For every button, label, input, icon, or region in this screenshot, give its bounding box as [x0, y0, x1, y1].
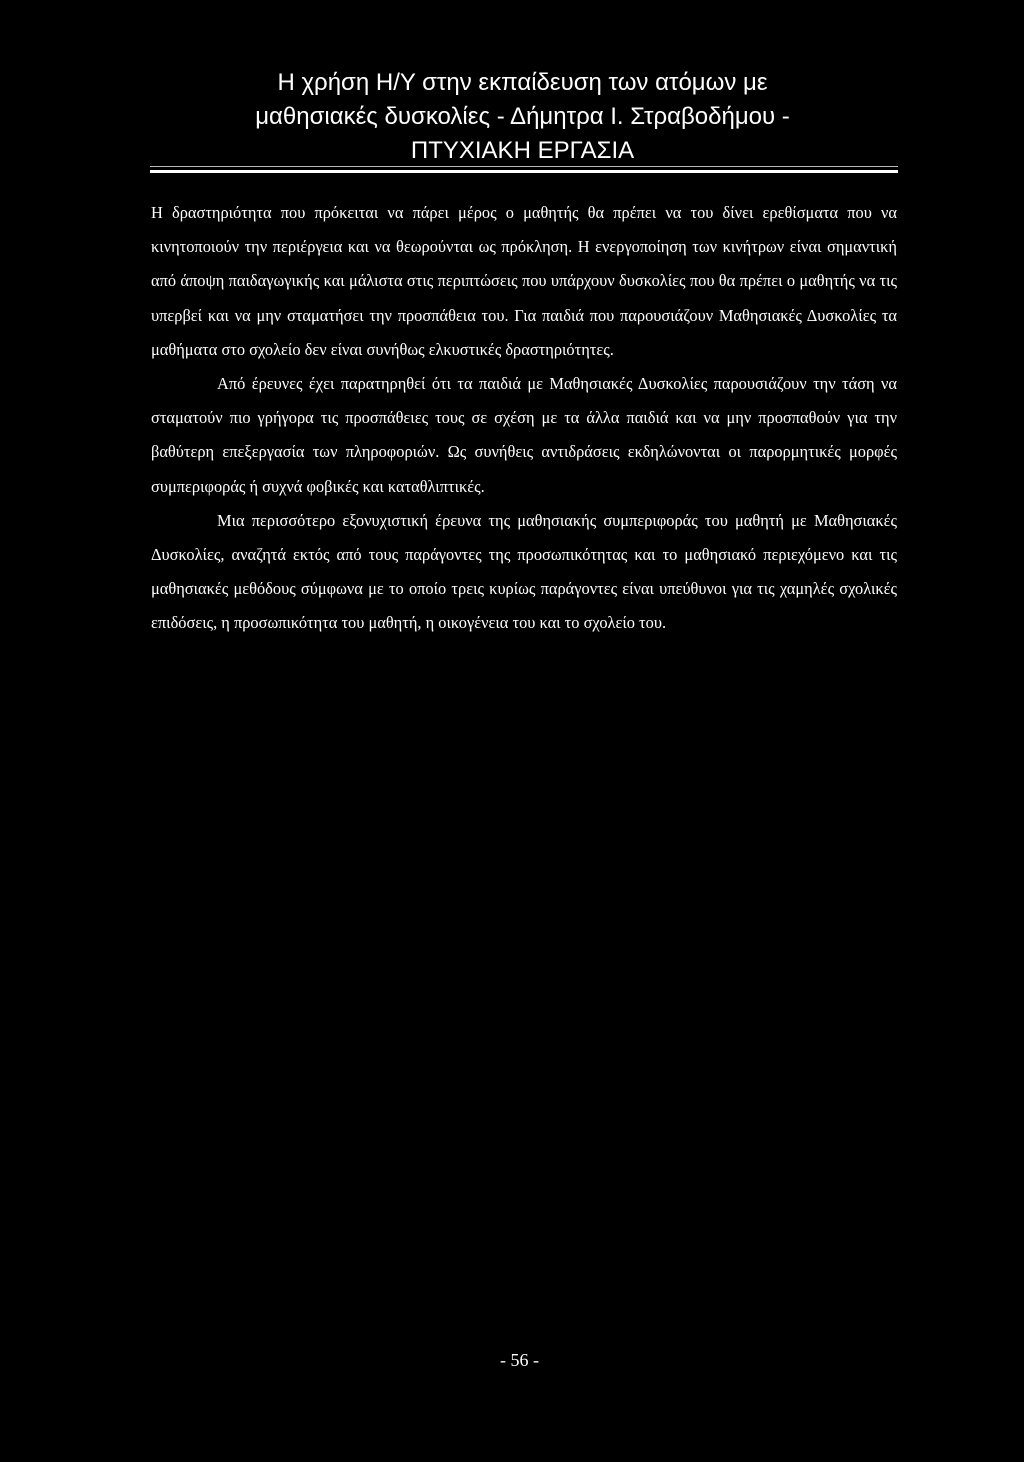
header-line-2: μαθησιακές δυσκολίες - Δήμητρα Ι. Στραβοδήμου - [255, 103, 790, 130]
paragraph-1: Η δραστηριότητα που πρόκειται να πάρει μέρος ο μαθητής θα πρέπει να του δίνει ερεθίσματα που να κινητοποιούν την περιέργεια και να θεωρούνται ως πρόκληση. Η ενεργοποίηση των κινήτρων είναι σημαντική από άποψη παιδαγωγικής και μάλιστα στις περιπτώσεις που υπάρχουν δυσκολίες που θα πρέπει ο μαθητής να τις υπερβεί και να μην σταματήσει την προσπάθεια του. Για παιδιά που παρουσιάζουν Μαθησιακές Δυσκολίες τα μαθήματα στο σχολείο δεν είναι συνήθως ελκυστικές δραστηριότητες. [151, 203, 897, 359]
page-number: - 56 - [500, 1350, 539, 1370]
header-line-3: ΠΤΥΧΙΑΚΗ ΕΡΓΑΣΙΑ [410, 137, 635, 164]
paragraph-2: Από έρευνες έχει παρατηρηθεί ότι τα παιδιά με Μαθησιακές Δυσκολίες παρουσιάζουν την τάση να σταματούν πιο γρήγορα τις προσπάθειες τους σε σχέση με τα άλλα παιδιά και να μην προσπαθούν για την βαθύτερη επεξεργασία των πληροφοριών. Ως συνήθεις αντιδράσεις εκδηλώνονται οι παρορμητικές μορφές συμπεριφοράς ή συχνά φοβικές και καταθλιπτικές. [151, 374, 897, 496]
header-rule [150, 170, 898, 173]
body-text [151, 196, 897, 641]
header-rule-thin [150, 166, 898, 167]
paragraph-3: Μια περισσότερο εξονυχιστική έρευνα της μαθησιακής συμπεριφοράς του μαθητή με Μαθησιακές Δυσκολίες, αναζητά εκτός από τους παράγοντες της προσωπικότητας και το μαθησιακό περιεχόμενο και τις μαθησιακές μεθόδους σύμφωνα με το οποίο τρεις κυρίως παράγοντες είναι υπεύθυνοι για τις χαμηλές σχολικές επιδόσεις, η προσωπικότητα του μαθητή, η οικογένεια του και το σχολείο του. [151, 510, 897, 633]
running-header [150, 66, 895, 168]
header-line-1: Η χρήση Η/Υ στην εκπαίδευση των ατόμων με [277, 69, 768, 96]
